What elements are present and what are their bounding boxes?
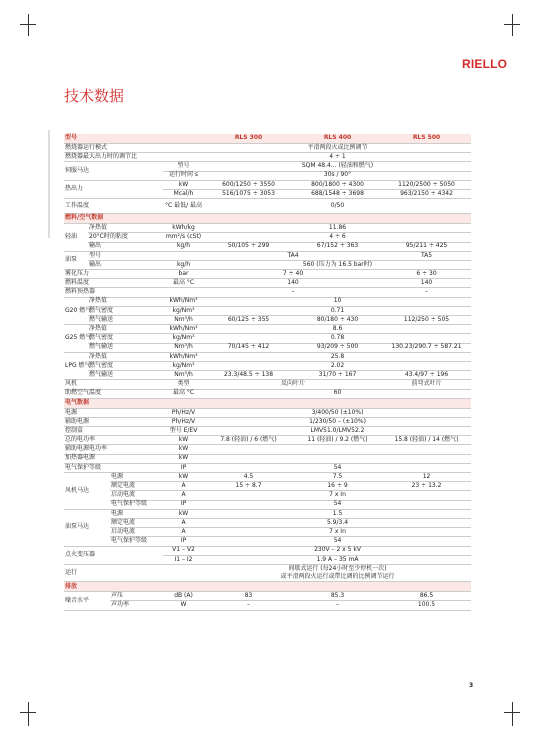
model-rls500: RLS 500 bbox=[382, 134, 471, 144]
cell-unit: kg/h bbox=[163, 260, 204, 269]
row-label: 控制盒 bbox=[64, 427, 163, 436]
cell-unit: Nm³/h bbox=[163, 343, 204, 352]
row-label: 输出 bbox=[88, 260, 163, 269]
cell-value: 60/125 ÷ 355 bbox=[204, 316, 293, 325]
table-row bbox=[64, 592, 471, 601]
crop-mark bbox=[28, 14, 29, 36]
cell-value: 4 ÷ 6 bbox=[204, 233, 471, 242]
table-row bbox=[64, 518, 471, 527]
table-row bbox=[64, 371, 471, 380]
section-title: 燃料/空气数据 bbox=[64, 214, 471, 224]
table-row bbox=[64, 260, 471, 269]
row-label: 燃气密度 bbox=[88, 334, 163, 343]
cell-unit: kWh/Nm³ bbox=[163, 297, 204, 306]
row-label: 电源 bbox=[110, 473, 163, 482]
row-label: 净热值 bbox=[88, 297, 163, 306]
cell-value: 1.5 bbox=[204, 509, 471, 518]
cell-value: 100.5 bbox=[382, 601, 471, 610]
cell-value: – bbox=[293, 601, 382, 610]
table-row bbox=[64, 463, 471, 472]
cell-value: 112/250 ÷ 505 bbox=[382, 316, 471, 325]
table-row bbox=[64, 482, 471, 491]
group-label: LPG 燃气 bbox=[64, 352, 88, 380]
table-row bbox=[64, 454, 471, 463]
cell-value: 10 bbox=[204, 297, 471, 306]
row-label: 运行 bbox=[64, 564, 163, 581]
row-label: 声功率 bbox=[110, 601, 163, 610]
table-row bbox=[64, 153, 471, 162]
cell-value: 95/211 ÷ 425 bbox=[382, 242, 471, 251]
cell-unit: IP bbox=[163, 537, 204, 546]
cell-value: 6 ÷ 30 bbox=[382, 270, 471, 279]
row-label: 燃气密度 bbox=[88, 361, 163, 370]
table-row bbox=[64, 417, 471, 426]
cell-value: 3/400/50 (±10%) bbox=[204, 408, 471, 417]
cell-value: 50/105 ÷ 299 bbox=[204, 242, 293, 251]
cell-value: 25.8 bbox=[204, 352, 471, 361]
group-label: 轻油 bbox=[64, 224, 88, 252]
row-label: 电气保护等级 bbox=[110, 500, 163, 509]
row-label: 燃料预热器 bbox=[64, 288, 163, 297]
cell-value: 反向叶片 bbox=[204, 380, 382, 389]
cell-value: 67/152 ÷ 363 bbox=[293, 242, 382, 251]
cell-value: 54 bbox=[204, 537, 471, 546]
table-row bbox=[64, 380, 471, 389]
cell-value: LMV51.0/LMV52.2 bbox=[204, 427, 471, 436]
cell-value: 7.5 bbox=[293, 473, 382, 482]
cell-value: 43.4/97 ÷ 196 bbox=[382, 371, 471, 380]
cell-unit: °C 最低/ 最高 bbox=[163, 199, 204, 214]
group-label: 油泵马达 bbox=[64, 509, 110, 546]
row-label: 净热值 bbox=[88, 352, 163, 361]
table-row bbox=[64, 537, 471, 546]
cell-value: 1.9 A – 35 mA bbox=[204, 555, 471, 564]
cell-value: 54 bbox=[204, 500, 471, 509]
table-row bbox=[64, 180, 471, 189]
cell-unit: A bbox=[163, 518, 204, 527]
cell-value: 11.86 bbox=[204, 224, 471, 233]
cell-value: 5.9/3.4 bbox=[204, 518, 471, 527]
model-rls400: RLS 400 bbox=[293, 134, 382, 144]
cell-unit: A bbox=[163, 491, 204, 500]
cell-unit: kg/Nm³ bbox=[163, 334, 204, 343]
table-row bbox=[64, 288, 471, 297]
row-label: 净热值 bbox=[88, 224, 163, 233]
row-label: 燃气输送 bbox=[88, 371, 163, 380]
cell-value: 15 ÷ 8.7 bbox=[204, 482, 293, 491]
table-row bbox=[64, 144, 471, 153]
cell-unit: Ph/Hz/V bbox=[163, 417, 204, 426]
cell-unit: 最高 °C bbox=[163, 389, 204, 398]
cell-value: TA5 bbox=[382, 251, 471, 260]
cell-unit: kW bbox=[163, 473, 204, 482]
table-row bbox=[64, 436, 471, 445]
row-label: 电源 bbox=[64, 408, 163, 417]
cell-unit: IP bbox=[163, 463, 204, 472]
cell-unit: I1 – I2 bbox=[163, 555, 204, 564]
model-label: 型号 bbox=[64, 134, 204, 144]
row-label: 电气保护等级 bbox=[64, 463, 163, 472]
cell-value: 或平滑两段火运行或带比调的比例调节运行 bbox=[204, 573, 471, 582]
cell-unit: kW bbox=[163, 180, 204, 189]
cell-value: – bbox=[382, 288, 471, 297]
cell-value: 130.23/290.7 ÷ 587.21 bbox=[382, 343, 471, 352]
table-row bbox=[64, 199, 471, 214]
row-label: 加热器电源 bbox=[64, 454, 163, 463]
row-label: 工作温度 bbox=[64, 199, 163, 214]
group-label: G20 燃气 bbox=[64, 297, 88, 325]
cell-value: 30s / 90° bbox=[204, 171, 471, 180]
cell-value: TA4 bbox=[204, 251, 382, 260]
section-title: 电气数据 bbox=[64, 398, 471, 408]
cell-unit: kWh/kg bbox=[163, 224, 204, 233]
table-row bbox=[64, 224, 471, 233]
row-label: 电气保护等级 bbox=[110, 537, 163, 546]
table-row bbox=[64, 325, 471, 334]
cell-unit: IP bbox=[163, 500, 204, 509]
cell-value: 7.8 (轻油) / 6 (燃气) bbox=[204, 436, 293, 445]
page-title: 技术数据 bbox=[64, 87, 125, 105]
cell-unit: A bbox=[163, 482, 204, 491]
table-row bbox=[64, 270, 471, 279]
cell-value: SQM 48.4... (轻油和燃气) bbox=[204, 162, 471, 171]
cell-unit: V1 – V2 bbox=[163, 546, 204, 555]
cell-value: 516/1075 ÷ 3053 bbox=[204, 189, 293, 198]
cell-value: 800/1800 ÷ 4300 bbox=[293, 180, 382, 189]
table-row bbox=[64, 343, 471, 352]
model-rls300: RLS 300 bbox=[204, 134, 293, 144]
table-row bbox=[64, 546, 471, 555]
technical-data-table bbox=[64, 134, 471, 611]
cell-unit: dB (A) bbox=[163, 592, 204, 601]
cell-unit: bar bbox=[163, 270, 204, 279]
table-row bbox=[64, 162, 471, 171]
cell-unit: A bbox=[163, 528, 204, 537]
section-row-emission bbox=[64, 582, 471, 592]
cell-value: 23 ÷ 13.2 bbox=[382, 482, 471, 491]
cell-unit: kg/h bbox=[163, 242, 204, 251]
table-row bbox=[64, 279, 471, 288]
table-row bbox=[64, 601, 471, 610]
cell-value: 60 bbox=[204, 389, 471, 398]
table-row bbox=[64, 528, 471, 537]
cell-unit: kW bbox=[163, 445, 204, 454]
cell-value: 12 bbox=[382, 473, 471, 482]
section-row-fuel bbox=[64, 214, 471, 224]
crop-mark bbox=[28, 702, 29, 726]
section-row-electrical bbox=[64, 398, 471, 408]
table-row bbox=[64, 427, 471, 436]
cell-unit: kWh/Nm³ bbox=[163, 325, 204, 334]
cell-value: 间歇式运行 (每24小时至少停机一次) bbox=[288, 564, 387, 572]
row-label: 燃料温度 bbox=[64, 279, 163, 288]
row-label: 辅助电源电功率 bbox=[64, 445, 163, 454]
cell-value: 0.71 bbox=[204, 306, 471, 315]
table-row bbox=[64, 564, 471, 573]
cell-value: 8.6 bbox=[204, 325, 471, 334]
group-label: 油泵 bbox=[64, 251, 88, 269]
cell-unit: Nm³/h bbox=[163, 371, 204, 380]
row-label: 总的电功率 bbox=[64, 436, 163, 445]
cell-value: 11 (轻油) / 9.2 (燃气) bbox=[293, 436, 382, 445]
table-row bbox=[64, 361, 471, 370]
cell-value: 0/50 bbox=[204, 199, 471, 214]
cell-value: 54 bbox=[204, 463, 471, 472]
crop-mark bbox=[512, 702, 513, 726]
row-label: 燃气输送 bbox=[88, 343, 163, 352]
cell-unit: 最高 °C bbox=[163, 279, 204, 288]
cell-value: 86.5 bbox=[382, 592, 471, 601]
cell-value: 16 ÷ 9 bbox=[293, 482, 382, 491]
row-label: 点火变压器 bbox=[64, 546, 163, 564]
table-row bbox=[64, 491, 471, 500]
row-label: 净热值 bbox=[88, 325, 163, 334]
cell-value: – bbox=[204, 288, 382, 297]
cell-value: 15.8 (轻油) / 14 (燃气) bbox=[382, 436, 471, 445]
crop-mark bbox=[512, 14, 513, 36]
cell-unit: kWh/Nm³ bbox=[163, 352, 204, 361]
row-label: 燃气密度 bbox=[88, 306, 163, 315]
table-row bbox=[64, 334, 471, 343]
table-row bbox=[64, 297, 471, 306]
cell-value: 23.3/48.5 ÷ 138 bbox=[204, 371, 293, 380]
cell-value: 平滑两段火或比例调节 bbox=[204, 144, 471, 153]
cell-unit: kg/Nm³ bbox=[163, 306, 204, 315]
brand-logo: RIELLO bbox=[462, 57, 508, 71]
cell-value: – bbox=[204, 601, 293, 610]
table-row bbox=[64, 306, 471, 315]
row-label: 热出力 bbox=[64, 180, 163, 198]
table-row bbox=[64, 389, 471, 398]
cell-unit: Mcal/h bbox=[163, 189, 204, 198]
cell-value: 4 ÷ 1 bbox=[204, 153, 471, 162]
cell-value: 7 x In bbox=[204, 491, 471, 500]
cell-value: 140 bbox=[382, 279, 471, 288]
row-label: 伺服马达 bbox=[64, 162, 163, 180]
group-label: 噪音水平 bbox=[64, 592, 110, 610]
table-row bbox=[64, 408, 471, 417]
table-row bbox=[64, 445, 471, 454]
cell-unit: kW bbox=[163, 509, 204, 518]
cell-value: 230V – 2 x 5 kV bbox=[204, 546, 471, 555]
cell-value: 93/209 ÷ 500 bbox=[293, 343, 382, 352]
table-row bbox=[64, 233, 471, 242]
cell-value: 1120/2500 ÷ 5050 bbox=[382, 180, 471, 189]
row-label: 启动电流 bbox=[110, 528, 163, 537]
row-label: 燃气输送 bbox=[88, 316, 163, 325]
cell-unit: Nm³/h bbox=[163, 316, 204, 325]
cell-unit: 类型 bbox=[163, 380, 204, 389]
row-label: 雾化压力 bbox=[64, 270, 163, 279]
table-row bbox=[64, 352, 471, 361]
cell-unit: 运行时间 s bbox=[163, 171, 204, 180]
cell-value: 85.3 bbox=[293, 592, 382, 601]
cell-value: 2.02 bbox=[204, 361, 471, 370]
cell-unit: kW bbox=[163, 436, 204, 445]
cell-value: 83 bbox=[204, 592, 293, 601]
cell-value: 560 (压力为 16.5 bar时) bbox=[204, 260, 471, 269]
cell-value: 70/145 ÷ 412 bbox=[204, 343, 293, 352]
cell-unit: W bbox=[163, 601, 204, 610]
cell-unit: 型号 E/EV bbox=[163, 427, 204, 436]
cell-value: 31/70 ÷ 167 bbox=[293, 371, 382, 380]
sidebar-bar bbox=[48, 130, 50, 238]
cell-value: 7 x In bbox=[204, 528, 471, 537]
table-row bbox=[64, 251, 471, 260]
row-label: 额定电流 bbox=[110, 518, 163, 527]
table-row bbox=[64, 473, 471, 482]
row-label: 电源 bbox=[110, 509, 163, 518]
section-title: 排放 bbox=[64, 582, 471, 592]
table-row bbox=[64, 242, 471, 251]
cell-unit: Ph/Hz/V bbox=[163, 408, 204, 417]
row-label: 声压 bbox=[110, 592, 163, 601]
row-label: 辅助电源 bbox=[64, 417, 163, 426]
row-label: 额定电流 bbox=[110, 482, 163, 491]
cell-value: 600/1250 ÷ 3550 bbox=[204, 180, 293, 189]
cell-value: 140 bbox=[204, 279, 382, 288]
cell-value: 0.78 bbox=[204, 334, 471, 343]
table-row bbox=[64, 316, 471, 325]
cell-unit: kg/Nm³ bbox=[163, 361, 204, 370]
row-label: 燃烧器最大出力时的调节比 bbox=[64, 153, 204, 162]
group-label: G25 燃气 bbox=[64, 325, 88, 353]
row-label: 启动电流 bbox=[110, 491, 163, 500]
table-header-row bbox=[64, 134, 471, 144]
cell-value: 963/2150 ÷ 4342 bbox=[382, 189, 471, 198]
cell-value: 前弯式叶片 bbox=[382, 380, 471, 389]
cell-value: 7 ÷ 40 bbox=[204, 270, 382, 279]
table-row bbox=[64, 500, 471, 509]
row-label: 20°C时的粘度 bbox=[88, 233, 163, 242]
cell-value: 688/1548 ÷ 3698 bbox=[293, 189, 382, 198]
page-number: 3 bbox=[469, 682, 474, 689]
table-row bbox=[64, 509, 471, 518]
row-label: 风机 bbox=[64, 380, 163, 389]
cell-unit: kW bbox=[163, 454, 204, 463]
cell-value: 80/180 ÷ 430 bbox=[293, 316, 382, 325]
cell-unit: mm²/s (cSt) bbox=[163, 233, 204, 242]
row-label: 燃烧器运行模式 bbox=[64, 144, 204, 153]
row-label: 助燃空气温度 bbox=[64, 389, 163, 398]
row-label: 型号 bbox=[88, 251, 163, 260]
group-label: 风机马达 bbox=[64, 473, 110, 510]
cell-value: 1/230/50 – (±10%) bbox=[204, 417, 471, 426]
cell-value: 4.5 bbox=[204, 473, 293, 482]
cell-unit: 型号 bbox=[163, 162, 204, 171]
row-label: 输出 bbox=[88, 242, 163, 251]
